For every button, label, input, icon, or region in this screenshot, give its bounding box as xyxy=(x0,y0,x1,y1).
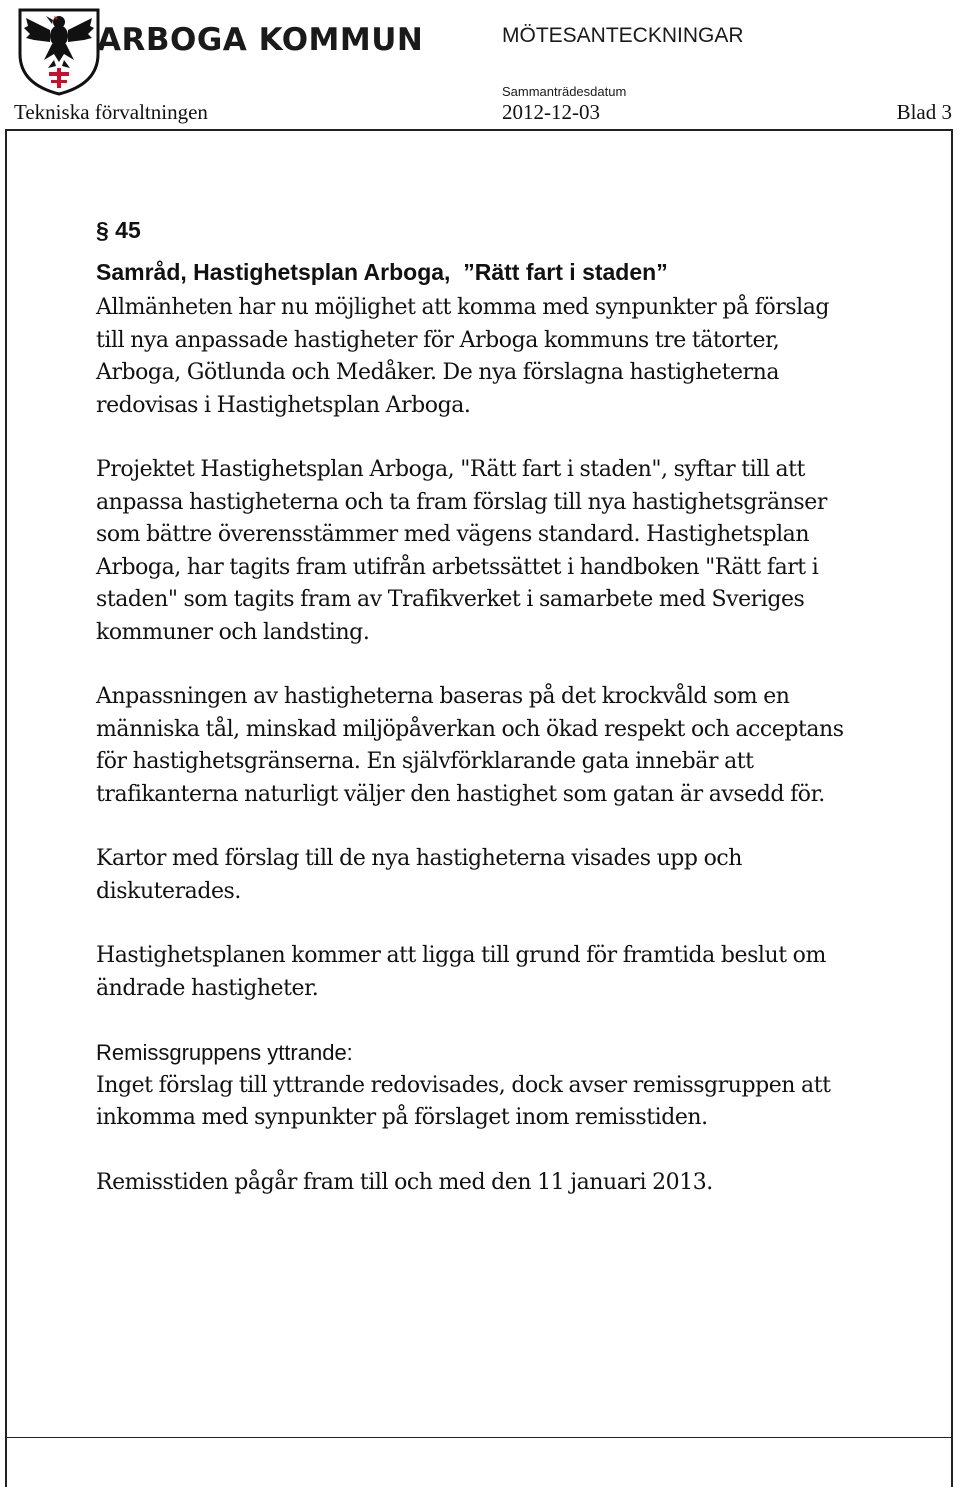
meeting-date: 2012-12-03 xyxy=(502,100,600,124)
section-title: Samråd, Hastighetsplan Arboga, ”Rätt fart i staden” xyxy=(96,259,668,285)
paragraph-project: Projektet Hastighetsplan Arboga, "Rätt fart i staden", syftar till att anpassa hastigheterna och ta fram förslag till nya hastighetsgränser som bättre överensstämmer med vägens standard. Hastighetsplan Arboga, har tagits fram utifrån arbetssättet i handboken "Rätt fart i staden" som tagits fram av Trafikverket i samarbete med Sveriges kommuner och landsting. xyxy=(96,457,827,645)
organization-name: ARBOGA KOMMUN xyxy=(97,22,424,58)
coat-of-arms-logo xyxy=(14,6,104,96)
paragraph-remiss-period: Remisstiden pågår fram till och med den 11 januari 2013. xyxy=(96,1169,713,1195)
paragraph-adaptation: Anpassningen av hastigheterna baseras på det krockvåld som en människa tål, minskad miljöpåverkan och ökad respekt och acceptans för hastighetsgränserna. En självförklarande gata innebär att trafikanterna naturligt väljer den hastighet som gatan är avsedd för. xyxy=(96,684,844,807)
section-number: § 45 xyxy=(96,217,141,243)
footer-divider xyxy=(5,1437,953,1438)
meeting-date-label: Sammanträdesdatum xyxy=(502,84,627,99)
remiss-subheading: Remissgruppens yttrande: xyxy=(96,1040,353,1065)
paragraph-maps: Kartor med förslag till de nya hastigheterna visades upp och diskuterades. xyxy=(96,846,742,904)
department-name: Tekniska förvaltningen xyxy=(14,100,208,124)
document-type: MÖTESANTECKNINGAR xyxy=(502,24,744,47)
page-number: Blad 3 xyxy=(896,100,952,124)
paragraph-plan-basis: Hastighetsplanen kommer att ligga till grund för framtida beslut om ändrade hastigheter. xyxy=(96,943,826,1001)
paragraph-intro: Allmänheten har nu möjlighet att komma med synpunkter på förslag till nya anpassade hastigheter för Arboga kommuns tre tätorter, Arboga, Götlunda och Medåker. De nya förslagna hastigheterna redovisas i Hastighetsplan Arboga. xyxy=(96,295,830,418)
minutes-section xyxy=(96,210,856,1199)
paragraph-remiss-statement: Inget förslag till yttrande redovisades, dock avser remissgruppen att inkomma med synpunkter på förslaget inom remisstiden. xyxy=(96,1072,831,1130)
